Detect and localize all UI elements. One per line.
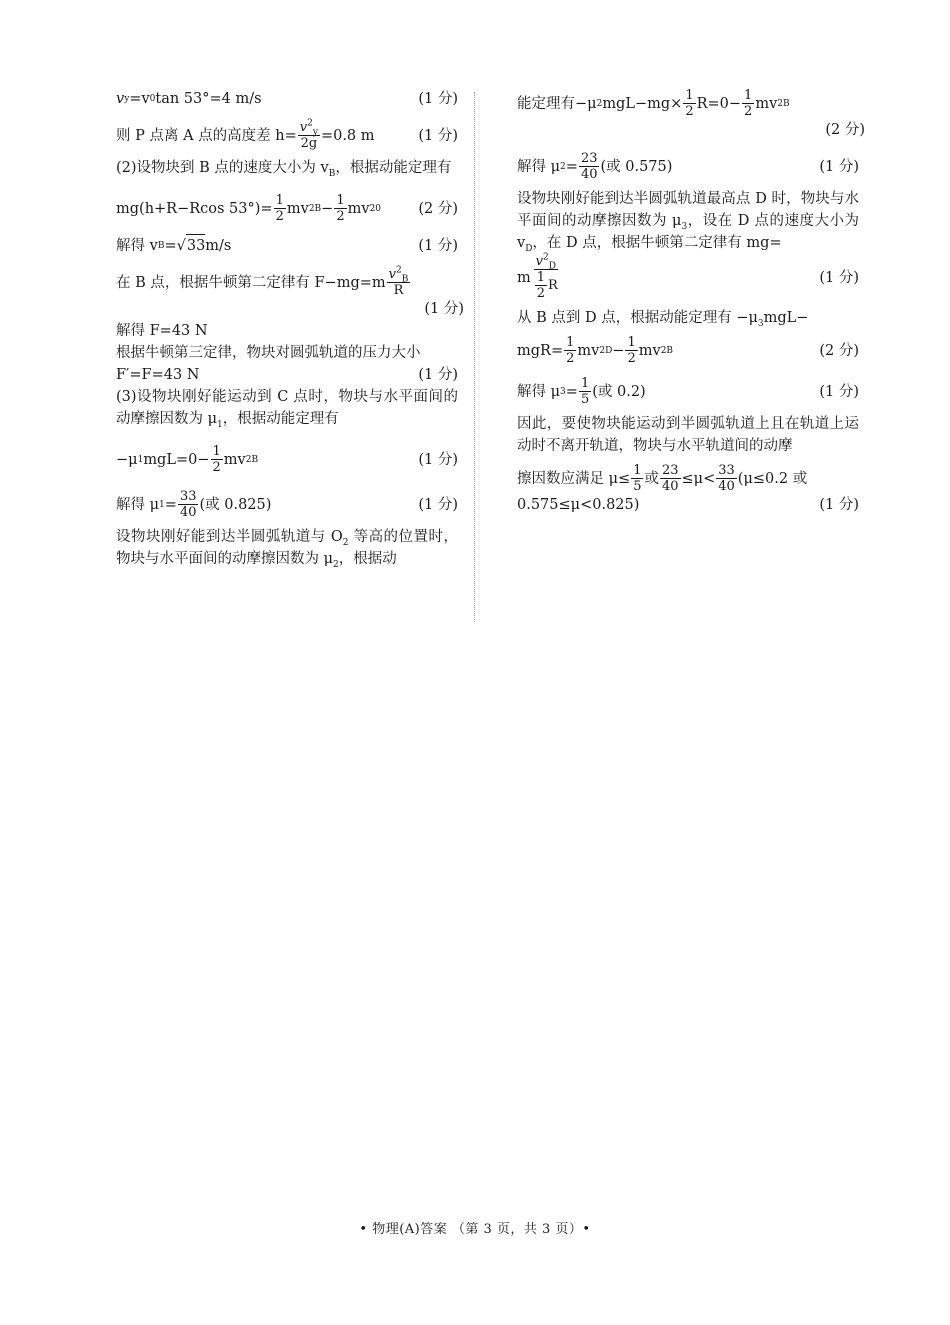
text: 2	[342, 537, 349, 548]
score-mark: (2 分)	[825, 122, 865, 138]
text: mv	[638, 342, 661, 359]
text: R=0−	[696, 95, 742, 112]
text: tan 53°=4 m/s	[155, 91, 262, 107]
text: 擦因数应满足 μ≤	[517, 470, 631, 487]
text: mgL−mg×	[602, 95, 683, 112]
fraction	[274, 193, 286, 224]
fraction	[579, 151, 600, 182]
text: mg(h+R−Rcos 53°)=	[116, 200, 273, 217]
text: 2	[275, 209, 284, 224]
text: ≤μ<	[681, 470, 716, 487]
text: 1	[633, 463, 642, 478]
text: 2	[336, 209, 345, 224]
paragraph-third-law: 根据牛顿第三定律，物块对圆弧轨道的压力大小	[116, 345, 421, 361]
text: R	[548, 278, 558, 293]
text: 2	[627, 351, 636, 366]
text: 2	[212, 460, 221, 475]
text: 2	[333, 559, 339, 570]
text: D	[548, 261, 556, 272]
text: m	[517, 269, 531, 286]
text: 2	[542, 252, 549, 263]
text: 3	[681, 221, 688, 232]
text: 1	[217, 419, 223, 430]
text: F′=F=43 N	[116, 367, 200, 383]
equation-mu1-energy: −μ 1 mgL=0− $\frac{1}{2}$ mv 2 B (1 分)	[116, 444, 458, 475]
text: =	[565, 158, 578, 175]
equation-height	[116, 120, 458, 151]
equation-mu3: 解得 μ 3 = $\frac{1}{5}$ (或 0.2) (1 分)	[517, 376, 859, 407]
text: 1	[627, 335, 636, 350]
fraction	[625, 335, 637, 366]
score-mark: (1 分)	[819, 497, 859, 513]
text: mgL=0−	[143, 451, 210, 468]
line	[517, 119, 865, 141]
text: 3	[757, 318, 764, 329]
left-column	[116, 88, 464, 570]
text: mgL−	[763, 310, 809, 326]
fraction	[532, 254, 560, 301]
text: 1	[744, 88, 753, 103]
score-mark: (1 分)	[418, 237, 458, 254]
text: D	[525, 243, 533, 254]
text: 33	[186, 234, 205, 257]
text: mgR=	[517, 342, 564, 359]
text: 能定理有−μ	[517, 95, 597, 112]
text: (或 0.575)	[600, 158, 673, 175]
score-mark: (1 分)	[819, 269, 859, 286]
equation-vb: 解得 v B = √ 33 m/s (1 分)	[116, 234, 458, 257]
text: 设物块刚好能到达半圆弧轨道与 O	[116, 529, 343, 545]
text: ，根据动能定理有	[222, 411, 339, 427]
text: (μ≤0.2 或	[737, 470, 808, 487]
text: v	[388, 267, 396, 282]
text: 5	[580, 392, 590, 407]
text: 2	[395, 265, 402, 276]
score-mark: (1 分)	[418, 91, 458, 107]
text: mv	[347, 200, 370, 217]
text: 或	[644, 470, 659, 487]
text: ，设在 D 点的速度大小为 v	[517, 213, 859, 251]
text: B	[401, 274, 409, 285]
text: mv	[577, 342, 600, 359]
equation-mu2-energy: 能定理有−μ 2 mgL−mg× $\frac{1}{2}$ R=0− $\frac{1}{2}$ mv 2 B	[517, 88, 790, 119]
text: 等高的位置时，物块与水平面间的动摩擦因数为 μ	[116, 529, 458, 567]
text: 40	[718, 479, 735, 494]
text: 40	[580, 167, 598, 182]
equation-mu-range-decimal	[517, 494, 859, 516]
text: (或 0.2)	[592, 383, 646, 400]
fraction	[387, 267, 411, 298]
paragraph-b-to-d	[517, 307, 859, 329]
text: 5	[633, 479, 642, 494]
equation-centripetal	[517, 254, 859, 301]
text: 0.575≤μ<0.825)	[517, 497, 640, 513]
text: y	[312, 127, 318, 138]
equation-mgr: mgR= $\frac{1}{2}$ mv 2 D − $\frac{1}{2}$ mv 2 B (2 分)	[517, 335, 859, 366]
column-divider	[474, 92, 475, 622]
fraction	[742, 88, 754, 119]
text: B	[328, 168, 336, 179]
text: 则 P 点离 A 点的高度差 h=	[116, 127, 297, 144]
paragraph-conclusion: 因此，要使物块能运动到半圆弧轨道上且在轨道上运动时不离开轨道，物块与水平轨道间的动摩	[517, 416, 859, 454]
text: 1	[275, 193, 284, 208]
equation-vy: v y =v 0 tan 53°=4 m/s (1 分)	[116, 88, 458, 110]
text: 33	[718, 463, 735, 478]
text: 2	[685, 104, 694, 119]
fraction	[564, 335, 576, 366]
score-mark: (2 分)	[418, 200, 458, 217]
equation-mu2: 解得 μ 2 = $\frac{23}{40}$ (或 0.575) (1 分)	[517, 151, 859, 182]
text: 2g	[300, 136, 318, 151]
score-mark: (1 分)	[418, 496, 458, 513]
text: (2)设物块到 B 点的速度大小为 v	[116, 160, 329, 176]
paragraph-part2	[116, 157, 458, 179]
text: v	[535, 254, 543, 269]
text: =	[164, 496, 177, 513]
fraction	[716, 463, 737, 494]
text: (3)设物块刚好能运动到 C 点时，物块与水平面间的动摩擦因数为 μ	[116, 389, 458, 427]
text: 解得 μ	[116, 496, 160, 513]
fraction	[660, 463, 681, 494]
text: mv	[223, 451, 246, 468]
fraction	[178, 489, 199, 520]
right-column	[517, 88, 865, 516]
text: 1	[536, 270, 546, 285]
score-mark: (1 分)	[418, 451, 458, 468]
text: 1	[336, 193, 345, 208]
text: 设物块刚好能到达半圆弧轨道最高点 D 时，物块与水平面间的动摩擦因数为 μ	[517, 191, 859, 229]
text: 1	[580, 376, 590, 391]
text: 2	[566, 351, 575, 366]
fraction	[535, 270, 547, 301]
text: m/s	[205, 237, 232, 254]
text: 解得 μ	[517, 383, 561, 400]
text: 在 B 点，根据牛顿第二定律有 F−mg=m	[116, 274, 386, 291]
fraction	[298, 120, 320, 151]
text: 解得 F=43 N	[116, 323, 208, 339]
page-footer: • 物理(A)答案 （第 3 页，共 3 页）•	[359, 1222, 591, 1237]
score-mark: (1 分)	[819, 383, 859, 400]
text: −	[321, 200, 334, 217]
text: v	[116, 91, 125, 107]
fraction	[334, 193, 346, 224]
score-mark: (1 分)	[819, 158, 859, 175]
paragraph-mu2	[116, 526, 458, 570]
text: ，根据动	[338, 551, 397, 567]
text: 解得 v	[116, 237, 158, 254]
score-mark: (1 分)	[418, 367, 458, 383]
text: 1	[685, 88, 694, 103]
fraction	[579, 376, 591, 407]
score-mark: (1 分)	[424, 301, 464, 317]
line	[116, 298, 464, 320]
text: 40	[179, 505, 197, 520]
text: 2	[744, 104, 753, 119]
text: 33	[179, 489, 197, 504]
fraction	[631, 463, 643, 494]
text: v	[299, 120, 308, 135]
text: mv	[286, 200, 309, 217]
equation-mu-range	[517, 463, 859, 494]
text: =	[565, 383, 578, 400]
text: 2	[307, 118, 313, 129]
text: 1	[212, 444, 221, 459]
text: =	[164, 237, 177, 254]
equation-force-reaction	[116, 364, 458, 386]
text: =0.8 m	[320, 127, 375, 144]
text: (或 0.825)	[199, 496, 272, 513]
text: −μ	[116, 451, 138, 468]
equation-force	[116, 320, 458, 342]
text: ，根据动能定理有	[335, 160, 452, 176]
text: 2	[536, 286, 546, 301]
paragraph-part3	[116, 386, 458, 430]
text: 1	[566, 335, 575, 350]
text: 23	[580, 151, 598, 166]
score-mark: (2 分)	[819, 342, 859, 359]
text: 从 B 点到 D 点，根据动能定理有 −μ	[517, 310, 758, 326]
equation-mu1: 解得 μ 1 = $\frac{33}{40}$ (或 0.825) (1 分)	[116, 489, 458, 520]
equation-energy: mg(h+R−Rcos 53°)= $\frac{1}{2}$ mv 2 B − $\frac{1}{2}$ mv 2 0 (2 分)	[116, 193, 458, 224]
text: −	[612, 342, 625, 359]
text: =v	[129, 91, 150, 107]
paragraph-mu3	[517, 188, 859, 254]
score-mark: (1 分)	[418, 127, 458, 144]
equation-newton	[116, 267, 458, 298]
text: R	[393, 283, 404, 298]
text: 40	[661, 479, 679, 494]
text: mv	[755, 95, 778, 112]
text: ，在 D 点，根据牛顿第二定律有 mg=	[532, 235, 782, 251]
text: 23	[661, 463, 679, 478]
fraction	[683, 88, 695, 119]
fraction	[211, 444, 223, 475]
text: 解得 μ	[517, 158, 561, 175]
